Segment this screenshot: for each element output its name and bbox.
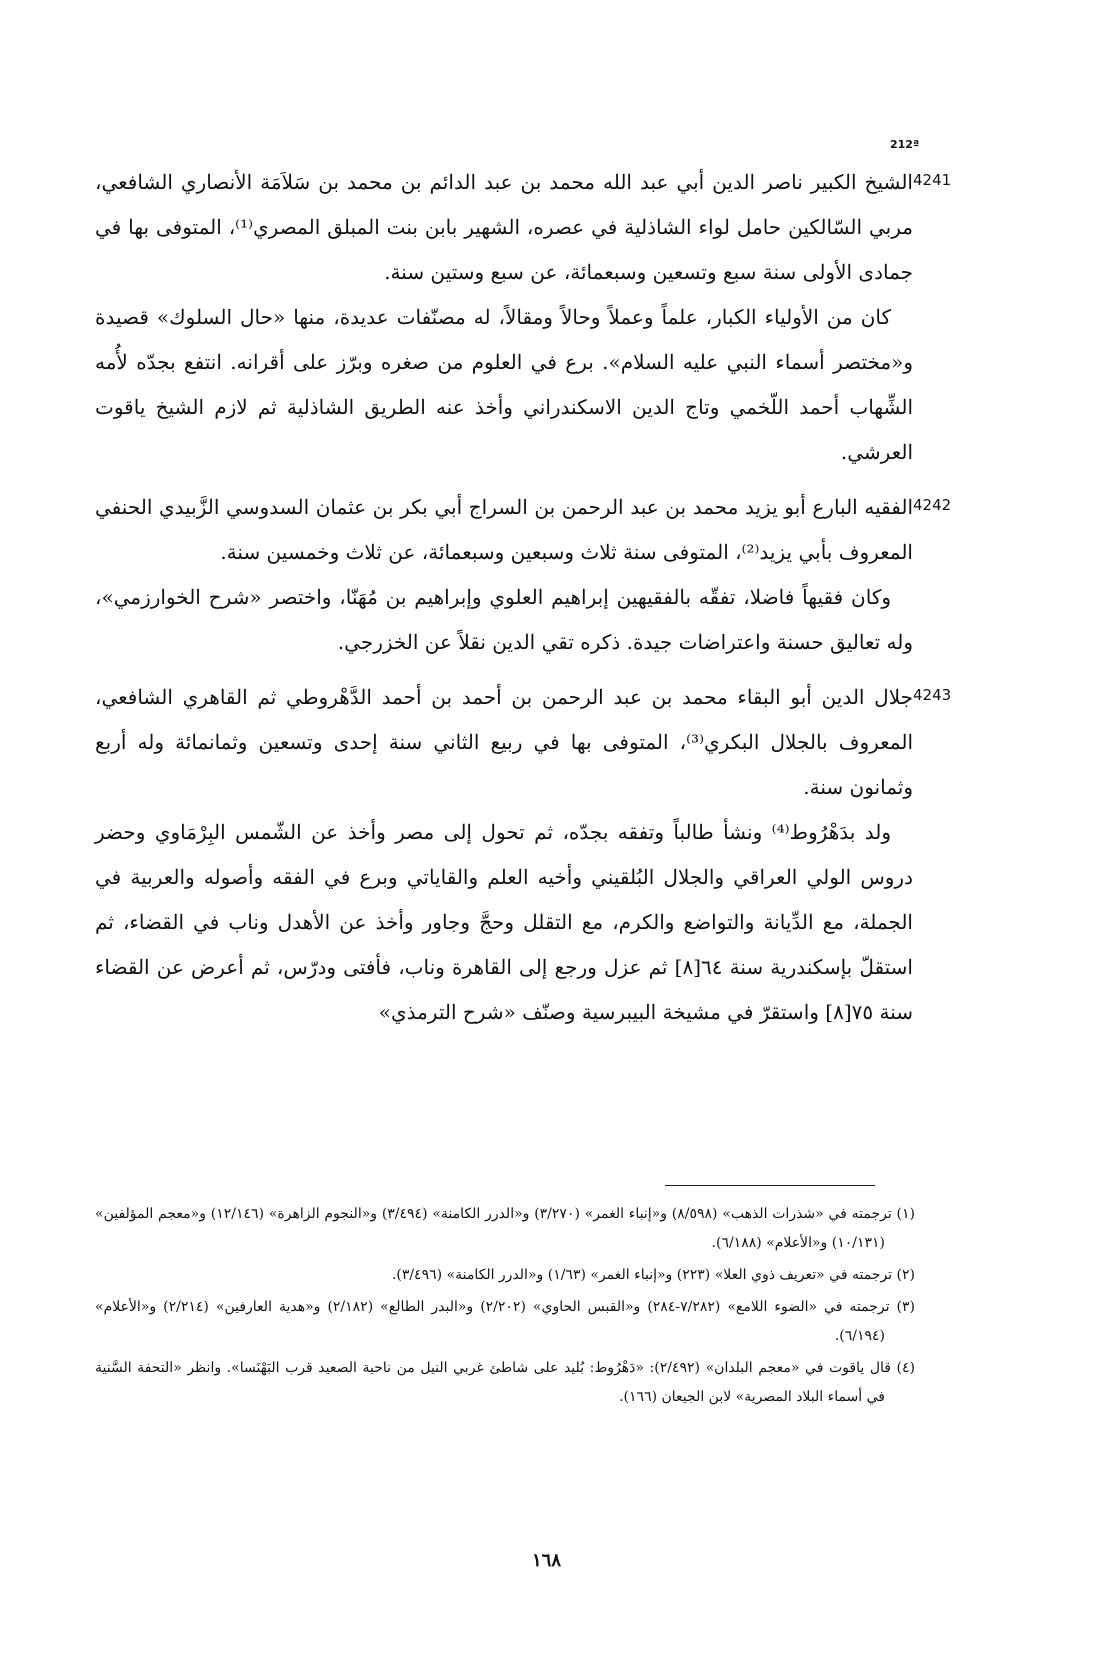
footnotes [95,1200,915,1415]
entry-4243 [95,675,975,1035]
page-marker: 212ª [890,138,920,151]
entry-body: وكان فقيهاً فاضلا، تفقّه بالفقيهين إبراهيم العلوي وإبراهيم بن مُهَنّا، واختصر «شرح الخوارزمي»، وله تعاليق حسنة واعتراضات جيدة. ذكره تقي الدين نقلاً عن الخزرجي. [95,585,913,654]
footnote: (١) ترجمته في «شذرات الذهب» (٨/٥٩٨) و«إنباء الغمر» (٣/٢٧٠) و«الدرر الكامنة» (٣/٤٩٤) و«النجوم الزاهرة» (١٢/١٤٦) و«معجم المؤلفين» (١٠/١٣١) و«الأعلام» (٦/١٨٨). [95,1206,915,1251]
entry-body: كان من الأولياء الكبار، علماً وعملاً وحالاً ومقالاً، له مصنّفات عديدة، منها «حال السلوك» قصيدة و«مختصر أسماء النبي عليه السلام». برع في العلوم من صغره وبرّز على أقرانه. انتفع بجدّه لأُمه الشِّهاب أحمد اللّخمي وتاج الدين الاسكندراني وأخذ عنه الطريق الشاذلية ثم لازم الشيخ ياقوت العرشي. [95,305,913,464]
footnote: (٤) قال ياقوت في «معجم البلدان» (٢/٤٩٢): «دَهْرُوط: بُليد على شاطئ غربي النيل من ناحية الصعيد قرب البَهْنَسا». وانظر «التحفة السَّنية في أسماء البلاد المصرية» لابن الجيعان (١٦٦). [95,1360,915,1405]
entry-number: 4243 [913,686,952,704]
entry-heading: الفقيه البارع أبو يزيد محمد بن عبد الرحمن بن السراج أبي بكر بن عثمان السدوسي الزَّبيدي الحنفي المعروف بأبي يزيد⁽²⁾، المتوفى سنة ثلاث وسبعين وسبعمائة، عن ثلاث وخمسين سنة. [95,495,913,564]
entry-4241 [95,160,975,475]
entry-4242 [95,485,975,665]
footnote-separator [665,1185,875,1186]
footnote: (٣) ترجمته في «الضوء اللامع» (٧/٢٨٢-٢٨٤) و«القبس الحاوي» (٢/٢٠٢) و«البدر الطالع» (٢/١٨٢) و«هدية العارفين» (٢/٢١٤) و«الأعلام» (٦/١٩٤). [95,1299,915,1344]
entry-heading: جلال الدين أبو البقاء محمد بن عبد الرحمن بن أحمد بن أحمد الدَّهْروطي ثم القاهري الشافعي، المعروف بالجلال البكري⁽³⁾، المتوفى بها في ربيع الثاني سنة إحدى وتسعين وثمانمائة وله أربع وثمانون سنة. [95,685,914,799]
main-text [95,160,975,1045]
page-number: ١٦٨ [531,1550,561,1571]
footnote: (٢) ترجمته في «تعريف ذوي العلا» (٢٢٣) و«إنباء الغمر» (١/٦٣) و«الدرر الكامنة» (٣/٤٩٦). [391,1267,915,1283]
entry-number: 4241 [913,171,952,189]
entry-number: 4242 [913,496,952,514]
entry-body: ولد بدَهْرُوط⁽⁴⁾ ونشأ طالباً وتفقه بجدّه، ثم تحول إلى مصر وأخذ عن الشّمس البِرْمَاوي وحضر دروس الولي العراقي والجلال البُلقيني وأخيه العلم والقاياتي وبرع في الفقه وأصوله والعربية في الجملة، مع الدِّيانة والتواضع والكرم، مع التقلل وحجَّ وجاور وأخذ عن الأهدل وناب في القضاء، ثم استقلّ بإسكندرية سنة ٦٤[٨] ثم عزل ورجع إلى القاهرة وناب، فأفتى ودرّس، ثم أعرض عن القضاء سنة ٧٥[٨] واستقرّ في مشيخة البيبرسية وصنّف «شرح الترمذي» [95,820,913,1024]
entry-heading: الشيخ الكبير ناصر الدين أبي عبد الله محمد بن عبد الدائم بن محمد بن سَلاَمَة الأنصاري الشافعي، مربي السّالكين حامل لواء الشاذلية في عصره، الشهير بابن بنت المبلق المصري⁽¹⁾، المتوفى بها في جمادى الأولى سنة سبع وتسعين وسبعمائة، عن سبع وستين سنة. [95,170,913,284]
